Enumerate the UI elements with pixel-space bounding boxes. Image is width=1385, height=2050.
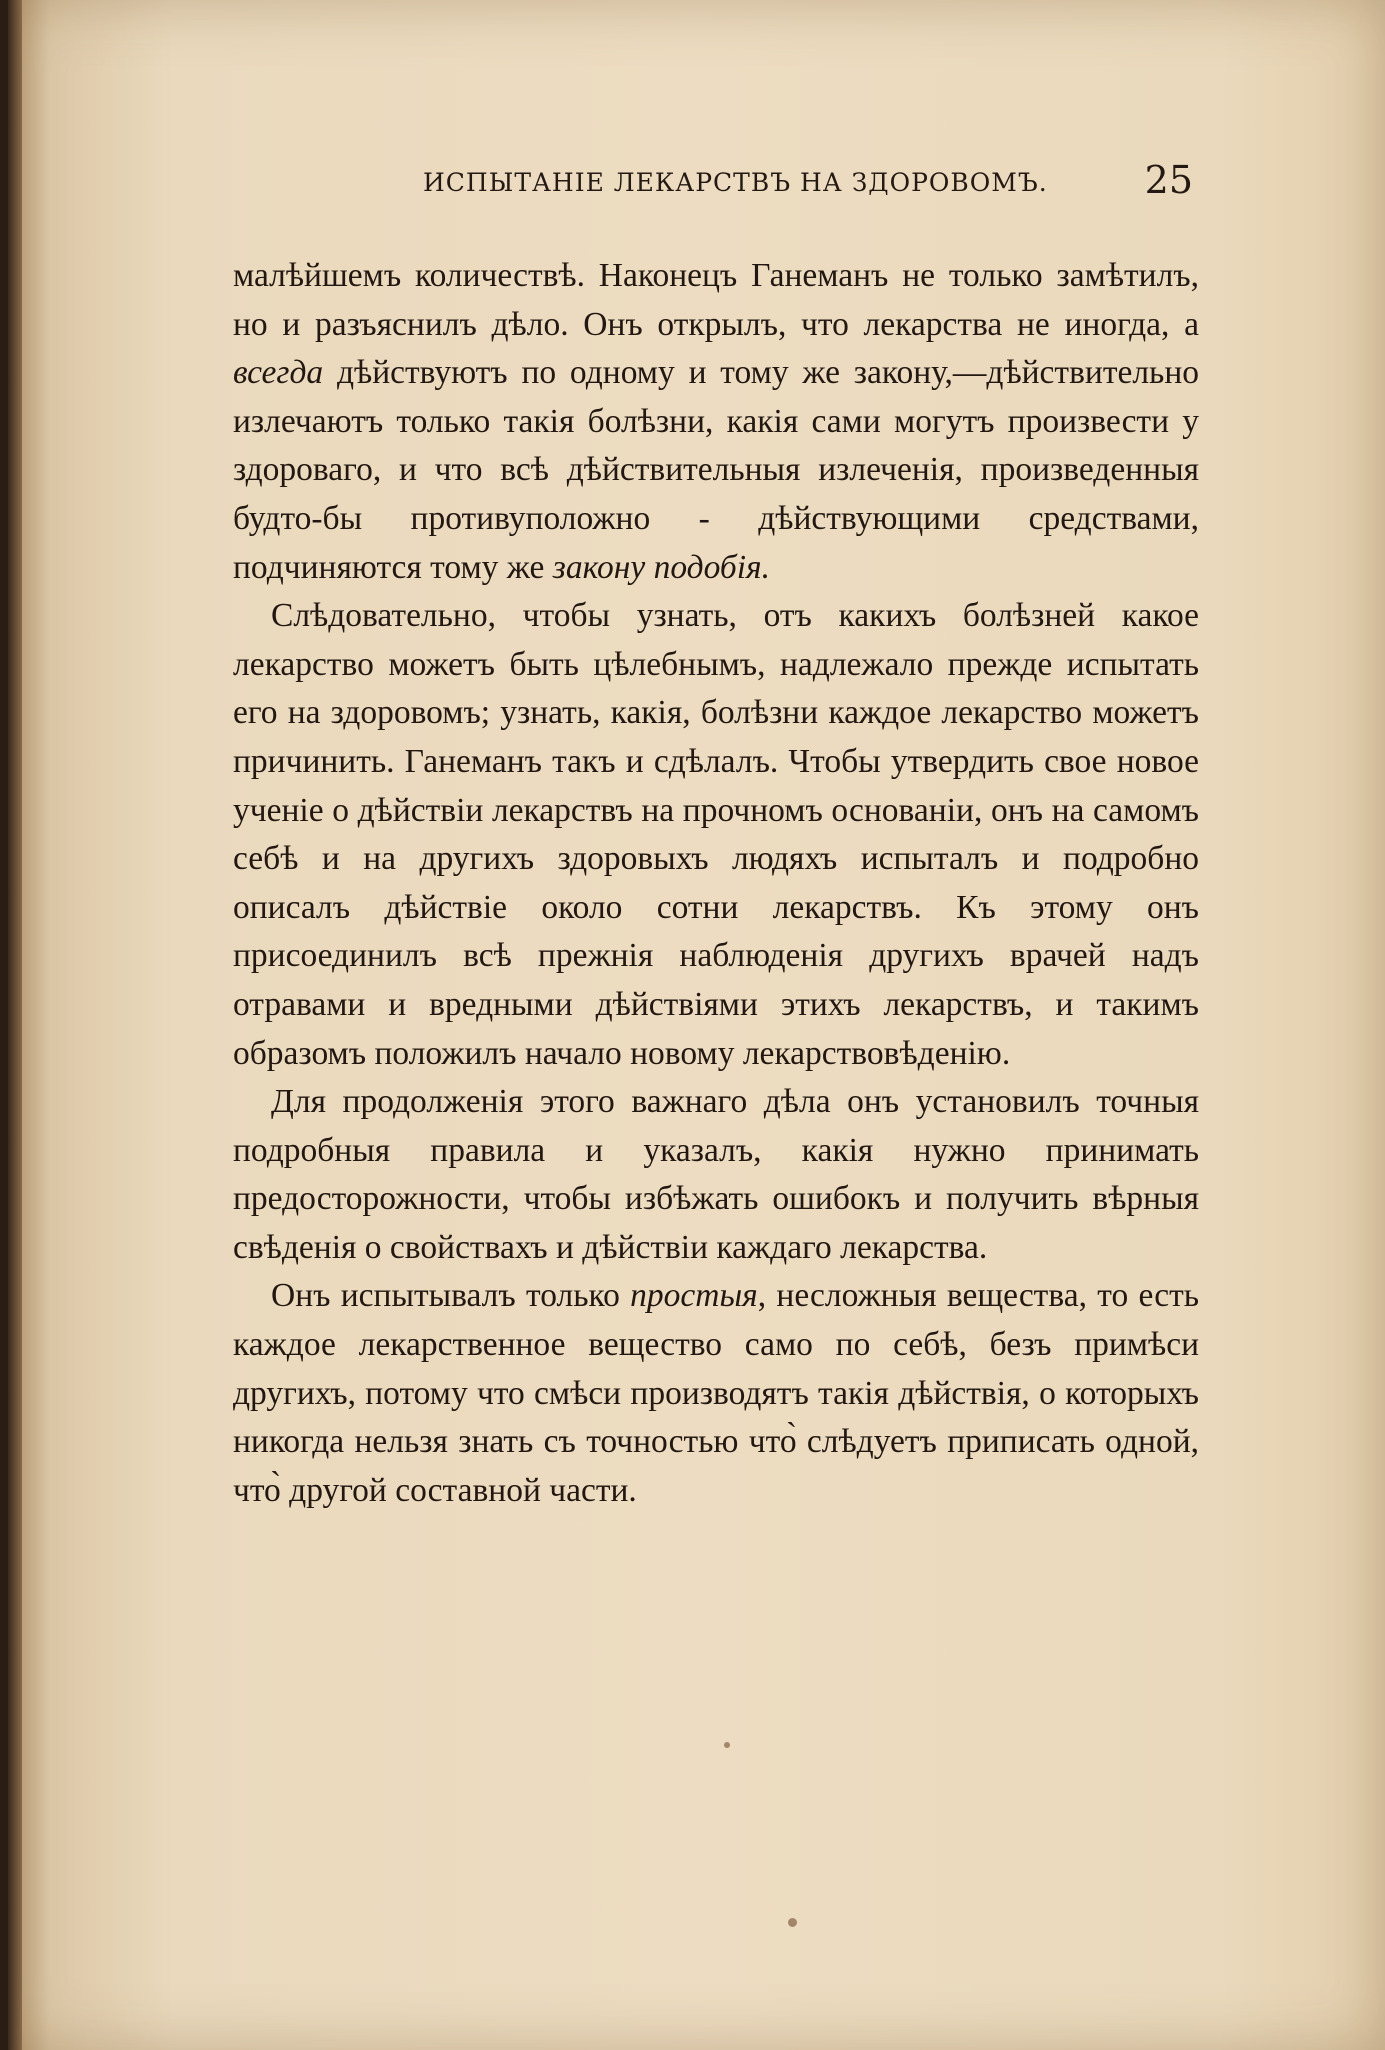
book-page: [8, 0, 1385, 2050]
text-run: Для продолженія этого важнаго дѣла онъ установилъ точныя подробныя правила и указалъ, какія нужно принимать предосторожности, чтобы избѣжать ошибокъ и получить вѣрныя свѣденія о свойствахъ и дѣйствіи каждаго лекарства.: [233, 1083, 1199, 1266]
body-text: [233, 252, 1199, 1515]
page-number: 25: [1144, 158, 1193, 202]
ink-speck: [724, 1742, 730, 1748]
paragraph: [233, 1078, 1199, 1272]
paragraph: [233, 592, 1199, 1078]
text-run: Слѣдовательно, чтобы узнать, отъ какихъ болѣзней какое лекарство можетъ быть цѣлебнымъ, надлежало прежде испытать его на здоровомъ; узнать, какія, болѣзни каждое лекарство можетъ причинить. Ганеманъ такъ и сдѣлалъ. Чтобы утвердить свое новое ученіе о дѣйствіи лекарствъ на прочномъ основаніи, онъ на самомъ себѣ и на другихъ здоровыхъ людяхъ испыталъ и подробно описалъ дѣйствіе около сотни лекарствъ. Къ этому онъ присоединилъ всѣ прежнія наблюденія другихъ врачей надъ отравами и вредными дѣйствіями этихъ лекарствъ, и такимъ образомъ положилъ начало новому лекарствовѣденію.: [233, 597, 1199, 1072]
text-run: дѣйствуютъ по одному и тому же закону,—дѣйствительно излечаютъ только такія болѣзни, какія сами могутъ произвести у здороваго, и что всѣ дѣйствительныя излеченія, произведенныя будто-бы противуположно - дѣйствующими средствами, подчиняются тому же: [233, 354, 1199, 586]
italic-text: всегда: [233, 354, 324, 392]
running-title: ИСПЫТАНІЕ ЛЕКАРСТВЪ НА ЗДОРОВОМЪ.: [423, 168, 1048, 197]
text-run: Онъ испытывалъ только: [271, 1277, 631, 1315]
book-spine-edge: [8, 0, 22, 2050]
italic-text: закону подобія.: [552, 548, 770, 586]
paragraph: [233, 1272, 1199, 1515]
page-header: [223, 158, 1203, 214]
text-run: , несложныя вещества, то есть каждое лекарственное вещество само по себѣ, безъ примѣси другихъ, потому что смѣси производятъ такія дѣйствія, о которыхъ никогда нельзя знать съ точностью что̀ слѣдуетъ приписать одной, что̀ другой составной части.: [233, 1277, 1199, 1509]
text-run: малѣйшемъ количествѣ. Наконецъ Ганеманъ не только замѣтилъ, но и разъяснилъ дѣло. Онъ открылъ, что лекарства не иногда, а: [233, 257, 1199, 343]
paragraph: [233, 252, 1199, 592]
italic-text: простыя: [630, 1277, 758, 1315]
ink-speck: [788, 1918, 797, 1927]
